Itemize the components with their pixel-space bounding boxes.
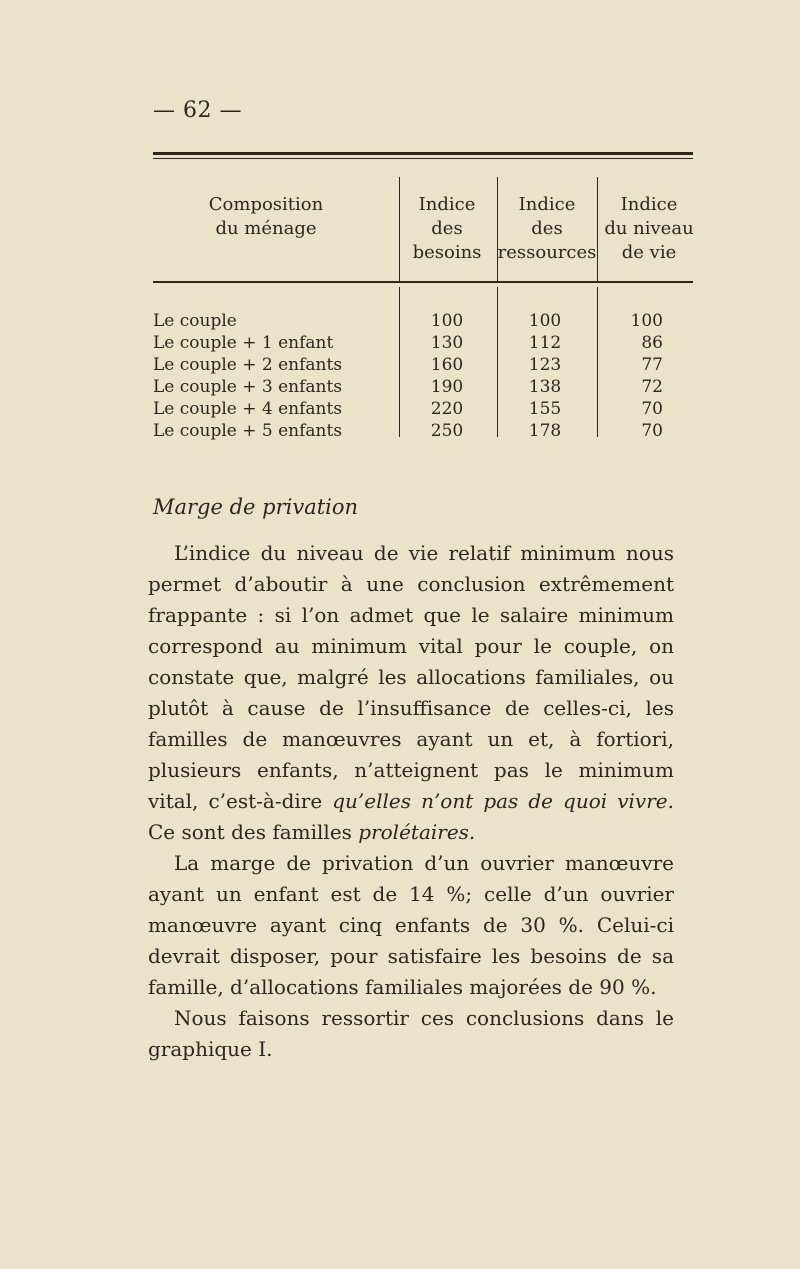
- column-divider: [597, 177, 598, 281]
- body-text: [148, 538, 674, 1065]
- cell-besoins: 250: [430, 421, 464, 441]
- header-line: des: [531, 218, 563, 239]
- paragraph-text: Ce sont des familles: [148, 820, 359, 844]
- emphasized-text: qu’elles n’ont pas de quoi vivre.: [332, 789, 674, 813]
- cell-besoins: 160: [430, 355, 464, 375]
- header-composition: [153, 193, 379, 241]
- household-index-table: [153, 152, 693, 441]
- cell-ressources: 100: [528, 311, 562, 331]
- column-divider: [497, 177, 498, 281]
- cell-niveau-de-vie: 77: [641, 355, 663, 375]
- cell-ressources: 178: [528, 421, 562, 441]
- cell-composition: Le couple + 3 enfants: [153, 377, 343, 397]
- paragraph: [148, 538, 674, 848]
- cell-niveau-de-vie: 86: [641, 333, 663, 353]
- cell-besoins: 220: [430, 399, 464, 419]
- header-line: de vie: [621, 242, 677, 263]
- cell-besoins: 130: [430, 333, 464, 353]
- paragraph: La marge de privation d’un ouvrier manœuvre ayant un enfant est de 14 %; celle d’un ouvrier manœuvre ayant cinq enfants de 30 %. Celui-ci devrait disposer, pour satisfaire les besoins de sa famille, d’allocations familiales majorées de 90 %.: [148, 851, 674, 999]
- header-line: des: [431, 218, 463, 239]
- page-number: — 62 —: [153, 98, 242, 123]
- table-row: [153, 399, 693, 421]
- table-body: [153, 283, 693, 441]
- cell-niveau-de-vie: 72: [641, 377, 663, 397]
- cell-niveau-de-vie: 70: [641, 421, 663, 441]
- table-row: [153, 311, 693, 333]
- cell-ressources: 112: [528, 333, 562, 353]
- table-header-row: [153, 159, 693, 281]
- table-row: [153, 355, 693, 377]
- cell-ressources: 155: [528, 399, 562, 419]
- cell-besoins: 190: [430, 377, 464, 397]
- table-row: [153, 377, 693, 399]
- column-divider: [399, 177, 400, 281]
- cell-composition: Le couple + 2 enfants: [153, 355, 343, 375]
- header-besoins: [399, 193, 495, 265]
- emphasized-text: prolétaires.: [358, 820, 476, 844]
- header-line: du ménage: [215, 218, 317, 239]
- header-line: besoins: [412, 242, 482, 263]
- table-row: [153, 421, 693, 443]
- header-line: Indice: [418, 194, 476, 215]
- cell-ressources: 123: [528, 355, 562, 375]
- header-line: Composition: [208, 194, 324, 215]
- header-line: ressources: [497, 242, 597, 263]
- cell-niveau-de-vie: 70: [641, 399, 663, 419]
- cell-niveau-de-vie: 100: [630, 311, 663, 331]
- header-niveau-de-vie: [599, 193, 699, 265]
- header-line: Indice: [620, 194, 678, 215]
- header-ressources: [497, 193, 597, 265]
- header-line: du niveau: [604, 218, 694, 239]
- header-line: Indice: [518, 194, 576, 215]
- table-row: [153, 333, 693, 355]
- cell-besoins: 100: [430, 311, 464, 331]
- paragraph-text: L’indice du niveau de vie relatif minimum nous permet d’aboutir à une conclusion extrêmement frappante : si l’on admet que le salaire minimum correspond au minimum vital pour le couple, on constate que, malgré les allocations familiales, ou plutôt à cause de l’insuffisance de celles-ci, les familles de manœuvres ayant un et, à fortiori, plusieurs enfants, n’atteignent pas le minimum vital, c’est-à-dire: [148, 541, 674, 813]
- cell-composition: Le couple: [153, 311, 237, 331]
- cell-composition: Le couple + 5 enfants: [153, 421, 343, 441]
- cell-composition: Le couple + 1 enfant: [153, 333, 334, 353]
- table-top-rule: [153, 152, 693, 159]
- paragraph: Nous faisons ressortir ces conclusions dans le graphique I.: [148, 1006, 674, 1061]
- cell-ressources: 138: [528, 377, 562, 397]
- section-title: Marge de privation: [153, 495, 359, 519]
- cell-composition: Le couple + 4 enfants: [153, 399, 343, 419]
